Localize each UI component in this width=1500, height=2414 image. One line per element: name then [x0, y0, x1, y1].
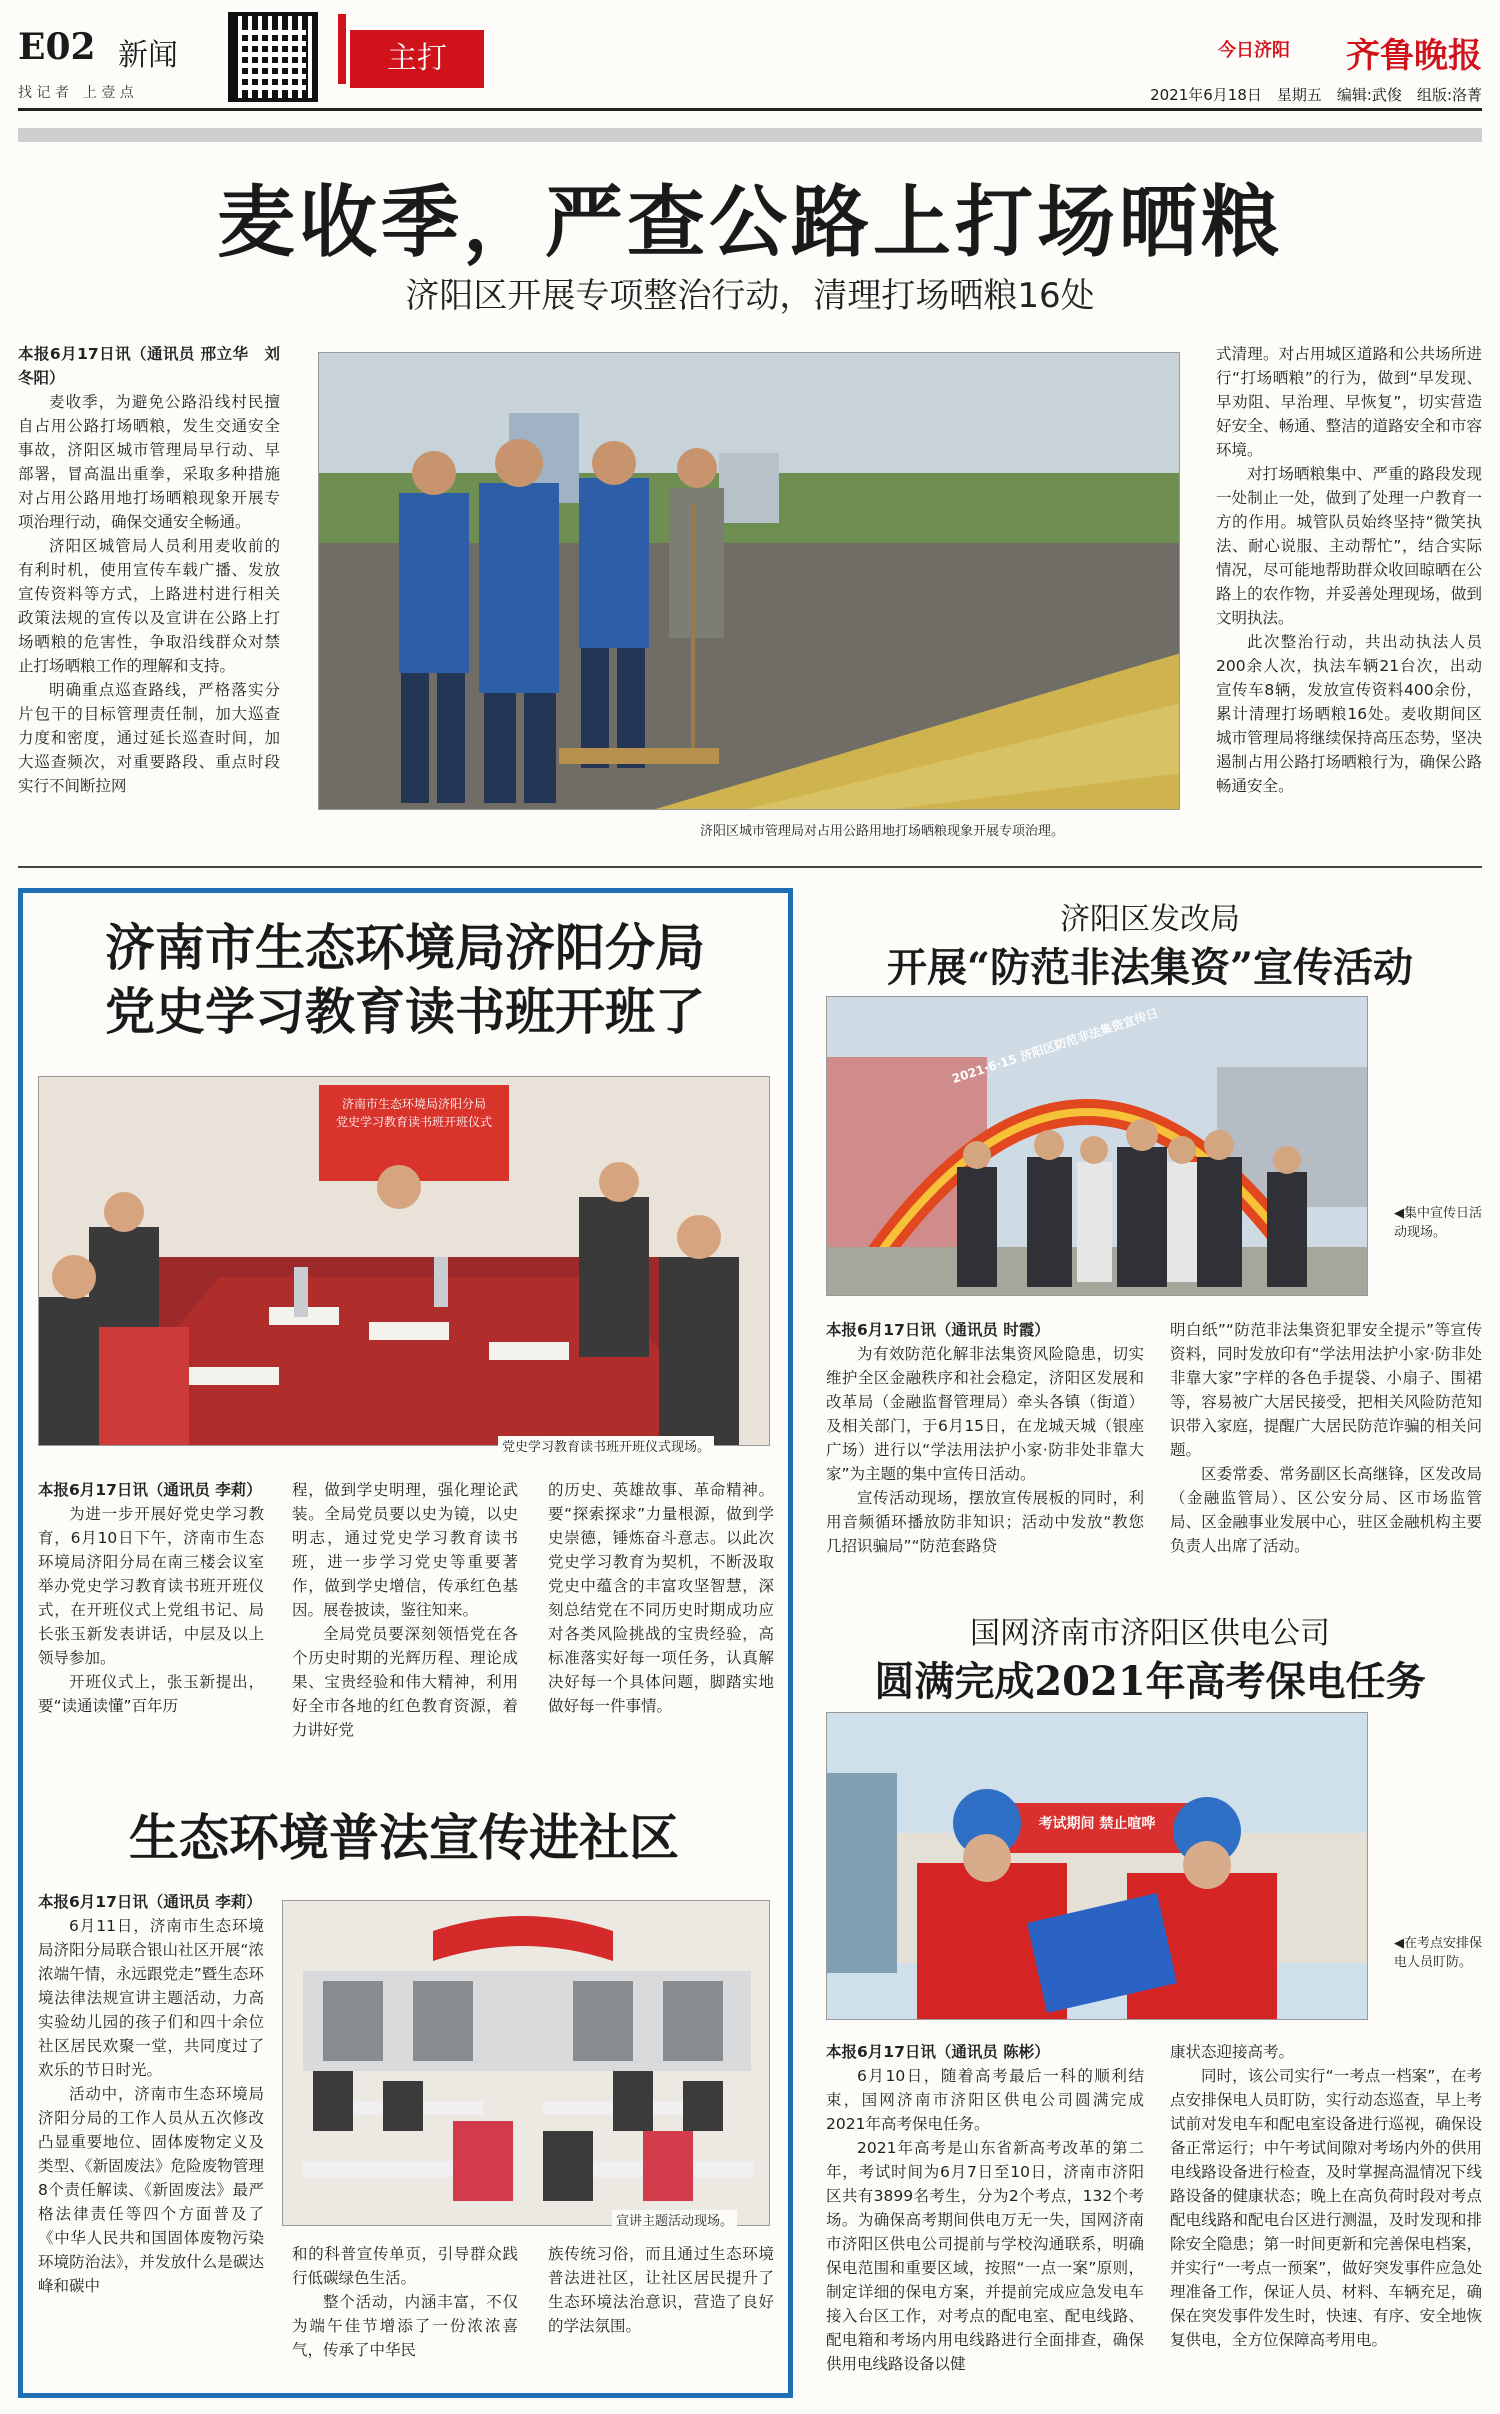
banner-line2: 党史学习教育读书班开班仪式 [335, 1115, 492, 1129]
box-lead: 本报6月17日讯（通讯员 李莉） [38, 1481, 262, 1499]
paragraph: 为有效防范化解非法集资风险隐患，切实维护全区金融秩序和社会稳定，济阳区发展和改革局（金融监督管理局）牵头各镇（街道）及相关部门，于6月15日，在龙城天城（银座广场）进行以“学法用法护小家·防非处非靠大家”为主题的集中宣传日活动。 [826, 1345, 1144, 1483]
paragraph: 整个活动，内涵丰富，不仅为端午佳节增添了一份浓浓喜气，传承了中华民 [292, 2293, 518, 2359]
eco-title: 生态环境普法宣传进社区 [129, 1808, 679, 1867]
paragraph: 活动中，济南市生态环境局济阳分局的工作人员从五次修改凸显重要地位、固体废物定义及类型、《新固废法》危险废物管理8个责任解读、《新固废法》最严格法律责任等四个方面普及了《中华人民共和国固体废物污染环境防治法》，并发放什么是碳达峰和碳中 [38, 2085, 264, 2295]
power-col-2 [1170, 2040, 1482, 2352]
paragraph: 明确重点巡查路线，严格落实分片包干的目标管理责任制，加大巡查力度和密度，通过延长巡查时间，加大巡查频次，对重要路段、重点时段实行不间断拉网 [18, 681, 280, 795]
power-kicker: 国网济南市济阳区供电公司 [970, 1616, 1330, 1651]
paragraph: 开班仪式上，张玉新提出，要“读通读懂”百年历 [38, 1673, 264, 1715]
fagai-photo [826, 996, 1368, 1296]
eco-col-3 [548, 2242, 774, 2338]
paragraph: 的历史、英雄故事、革命精神。要“探索探求”力量根源，做到学史崇德，锤炼奋斗意志。以此次党史学习教育为契机，不断汲取党史中蕴含的丰富攻坚智慧，深刻总结党在不同历史时期成功应对各类风险挑战的宝贵经验，高标准落实好每一项任务，认真解决好每一个具体问题，脚踏实地做好每一件事情。 [548, 1481, 774, 1715]
brand-logo: 齐鲁晚报 [1346, 36, 1482, 76]
banner-line1: 济南市生态环境局济阳分局 [341, 1097, 486, 1111]
paragraph: 2021年高考是山东省新高考改革的第二年，考试时间为6月7日至10日，济南市济阳区共有3899名考生，分为2个考点，132个考场。为确保高考期间供电万无一失，国网济南市济阳区供电公司提前与学校沟通联系，明确保电范围和重要区域，按照“一点一案”原则，制定详细的保电方案，并提前完成应急发电车接入台区工作，对考点的配电室、配电线路、配电箱和考场内用电线路进行全面排查，确保供用电线路设备以健 [826, 2139, 1144, 2373]
box-col-1 [38, 1478, 264, 1718]
paragraph: 式清理。对占用城区道路和公共场所进行“打场晒粮”的行为，做到“早发现、早劝阻、早治理、早恢复”，切实营造好安全、畅通、整洁的道路安全和市容环境。 [1216, 345, 1482, 459]
top-story-photo [318, 352, 1180, 810]
power-lead: 本报6月17日讯（通讯员 陈彬） [826, 2043, 1050, 2061]
fagai-kicker: 济阳区发改局 [1060, 902, 1240, 937]
main-headline: 麦收季，严查公路上打场晒粮 [216, 177, 1283, 268]
paragraph: 全局党员要深刻领悟党在各个历史时期的光辉历程、理论成果、宝贵经验和伟大精神，利用好全市各地的红色教育资源，着力讲好党 [292, 1625, 518, 1739]
power-photo [826, 1712, 1368, 2020]
box-title-line1: 济南市生态环境局济阳分局 [105, 918, 705, 977]
power-title: 圆满完成2021年高考保电任务 [874, 1658, 1426, 1705]
section-name: 新闻 [118, 38, 178, 73]
fagai-col-2 [1170, 1318, 1482, 1558]
paragraph: 对打场晒粮集中、严重的路段发现一处制止一处，做到了处理一户教育一方的作用。城管队员始终坚持“微笑执法、耐心说服、主动帮忙”，结合实际情况，尽可能地帮助群众收回晾晒在公路上的农作物，并妥善处理现场，做到文明执法。 [1216, 465, 1482, 627]
paragraph: 麦收季，为避免公路沿线村民擅自占用公路打场晒粮，发生交通安全事故，济阳区城市管理局早行动、早部署，冒高温出重拳，采取多种措施对占用公路用地打场晒粮现象开展专项治理行动，确保交通安全畅通。 [18, 393, 280, 531]
paragraph: 康状态迎接高考。 [1170, 2043, 1295, 2061]
brand-small: 今日济阳 [1218, 40, 1290, 61]
paragraph: 明白纸”“防范非法集资犯罪安全提示”等宣传资料，同时发放印有“学法用法护小家·防非处非靠大家”字样的各色手提袋、小扇子、围裙等，容易被广大居民接受，把相关风险防范知识带入家庭，提醒广大居民防范诈骗的相关问题。 [1170, 1321, 1482, 1459]
section-tag: 主打 [350, 30, 484, 88]
qr-code[interactable] [228, 12, 318, 102]
power-banner-text: 考试期间 禁止喧哗 [1038, 1816, 1156, 1832]
paragraph: 6月11日，济南市生态环境局济阳分局联合银山社区开展“浓浓端午情，永远跟党走”暨生态环境法律法规宣讲主题活动，力高实验幼儿园的孩子们和四十余位社区居民欢聚一堂，共同度过了欢乐的节日时光。 [38, 1917, 264, 2079]
paragraph: 济阳区城管局人员利用麦收前的有利时机，使用宣传车载广播、发放宣传资料等方式，上路进村进行相关政策法规的宣传以及宣讲在公路上打场晒粮的危害性，争取沿线群众对禁止打场晒粮工作的理解和支持。 [18, 537, 280, 675]
page-number: E02 [18, 26, 96, 68]
paragraph: 宣传活动现场，摆放宣传展板的同时，利用音频循环播放防非知识；活动中发放“教您几招识骗局”“防范套路贷 [826, 1489, 1144, 1555]
main-subhead: 济阳区开展专项整治行动，清理打场晒粮16处 [405, 276, 1095, 316]
box-photo [38, 1076, 770, 1446]
box-col-2 [292, 1478, 518, 1742]
paragraph: 6月10日，随着高考最后一科的顺利结束，国网济南市济阳区供电公司圆满完成2021年高考保电任务。 [826, 2067, 1144, 2133]
eco-photo-caption: 宣讲主题活动现场。 [612, 2210, 737, 2229]
eco-lead: 本报6月17日讯（通讯员 李莉） [38, 1893, 262, 1911]
fagai-col-1 [826, 1318, 1144, 1558]
slogan: 找 记 者 上 壹 点 [18, 85, 134, 101]
paragraph: 和的科普宣传单页，引导群众践行低碳绿色生活。 [292, 2245, 518, 2287]
eco-photo [282, 1900, 770, 2226]
box-title [40, 916, 770, 1044]
paragraph: 同时，该公司实行“一考点一档案”，在考点安排保电人员盯防，实行动态巡查，早上考试前对发电车和配电室设备进行巡视，确保设备正常运行；中午考试间隙对考场内外的供用电线路设备进行检查，及时掌握高温情况下线路设备的健康状态；晚上在高负荷时段对考点配电线路和配电台区进行测温，及时发现和排除安全隐患；第一时间更新和完善保电档案，并实行“一考点一预案”，做好突发事件应急处理准备工作，保证人员、材料、车辆充足，确保在突发事件发生时，快速、有序、安全地恢复供电，全方位保障高考用电。 [1170, 2067, 1482, 2349]
arch-text: 2021·6·15 济阳区防范非法集资宣传日 [950, 1005, 1160, 1086]
box-title-line2: 党史学习教育读书班开班了 [105, 982, 705, 1041]
fagai-title: 开展“防范非法集资”宣传活动 [886, 944, 1413, 991]
paragraph: 族传统习俗，而且通过生态环境普法进社区，让社区居民提升了生态环境法治意识，营造了良好的学法氛围。 [548, 2245, 774, 2335]
banner-text [319, 1095, 509, 1131]
tag-accent [338, 14, 346, 84]
fagai-side-caption: ◀集中宣传日活动现场。 [1394, 1206, 1482, 1240]
paragraph: 区委常委、常务副区长高继锋，区发改局（金融监管局）、区公安分局、区市场监管局、区金融事业发展中心，驻区金融机构主要负责人出席了活动。 [1170, 1465, 1482, 1555]
top-photo-caption: 济阳区城市管理局对占用公路用地打场晒粮现象开展专项治理。 [700, 824, 1065, 839]
paragraph: 程，做到学史明理，强化理论武装。全局党员要以史为镜，以史明志，通过党史学习教育读书班，进一步学习党史等重要著作，做到学史增信，传承红色基因。展卷披读，鉴往知来。 [292, 1481, 518, 1619]
eco-col-2 [292, 2242, 518, 2362]
issue-meta: 2021年6月18日 星期五 编辑:武俊 组版:洛菁 [1150, 86, 1482, 104]
section-divider [18, 866, 1482, 868]
top-story-left-column [18, 342, 280, 798]
header-band [18, 128, 1482, 142]
power-side-caption: ◀在考点安排保电人员盯防。 [1394, 1936, 1482, 1970]
top-story-lead: 本报6月17日讯（通讯员 邢立华 刘冬阳） [18, 345, 280, 387]
paragraph: 为进一步开展好党史学习教育，6月10日下午，济南市生态环境局济阳分局在南三楼会议室举办党史学习教育读书班开班仪式，在开班仪式上党组书记、局长张玉新发表讲话，中层及以上领导参加。 [38, 1505, 264, 1667]
top-story-right-column [1216, 342, 1482, 798]
power-col-1 [826, 2040, 1144, 2376]
eco-col-1 [38, 1890, 264, 2298]
paragraph: 此次整治行动，共出动执法人员200余人次，执法车辆21台次，出动宣传车8辆，发放宣传资料400余份，累计清理打场晒粮16处。麦收期间区城市管理局将继续保持高压态势，坚决遏制占用公路打场晒粮行为，确保公路畅通安全。 [1216, 633, 1482, 795]
header-rule [18, 108, 1482, 111]
fagai-lead: 本报6月17日讯（通讯员 时霞） [826, 1321, 1050, 1339]
box-photo-caption: 党史学习教育读书班开班仪式现场。 [498, 1436, 714, 1455]
box-col-3 [548, 1478, 774, 1718]
